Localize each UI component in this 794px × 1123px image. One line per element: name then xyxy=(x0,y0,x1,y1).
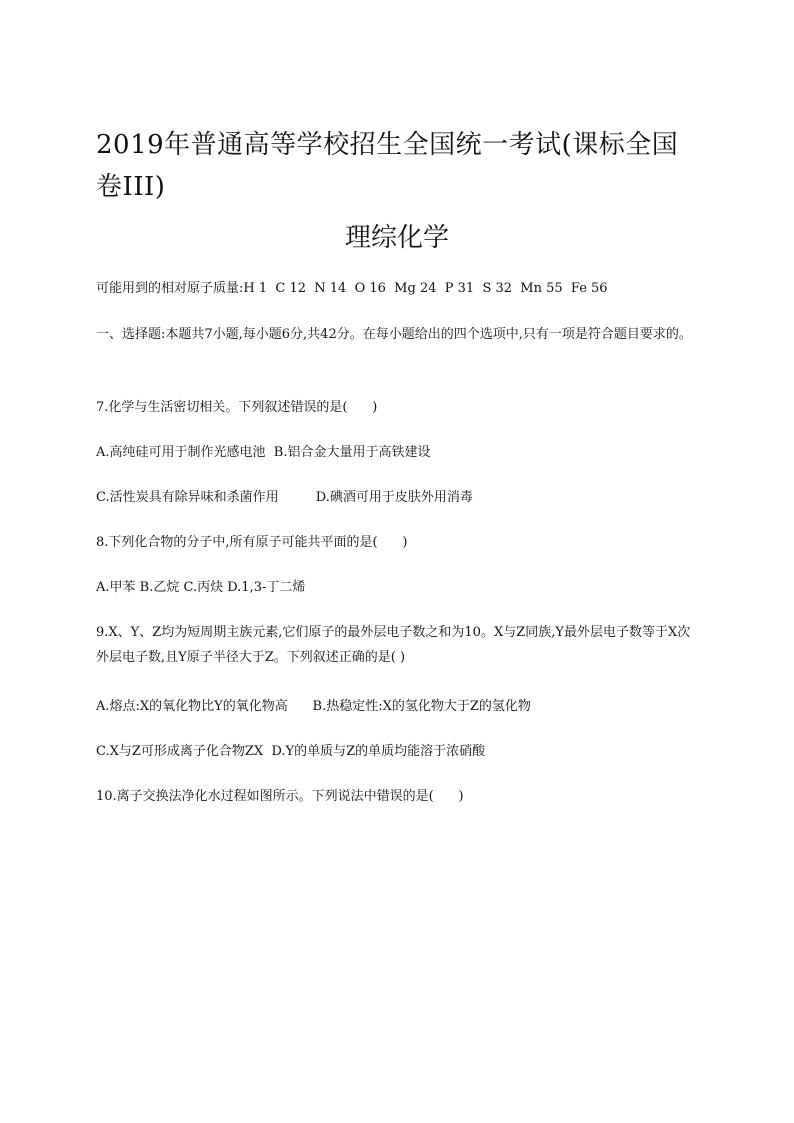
document-title: 2019年普通高等学校招生全国统一考试(课标全国卷III) xyxy=(96,130,679,202)
question-8-options: A.甲苯 B.乙烷 C.丙炔 D.1,3-丁二烯 xyxy=(96,580,306,595)
question-9-options-ab: A.熔点:X的氧化物比Y的氧化物高 B.热稳定性:X的氢化物大于Z的氢化物 xyxy=(96,699,531,714)
question-9-stem: 9.X、Y、Z均为短周期主族元素,它们原子的最外层电子数之和为10。X与Z同族,Y最外层电子数等于X次外层电子数,且Y原子半径大于Z。下列叙述正确的是( ) xyxy=(96,625,691,665)
question-7-stem: 7.化学与生活密切相关。下列叙述错误的是( ) xyxy=(96,400,378,415)
atomic-masses: 可能用到的相对原子质量:H 1 C 12 N 14 O 16 Mg 24 P 31 S 32 Mn 55 Fe 56 xyxy=(96,281,608,296)
question-7-options-ab: A.高纯硅可用于制作光感电池 B.铝合金大量用于高铁建设 xyxy=(96,445,431,460)
question-9-options-cd: C.X与Z可形成离子化合物ZX D.Y的单质与Z的单质均能溶于浓硝酸 xyxy=(96,744,486,759)
section-intro: 一、选择题:本题共7小题,每小题6分,共42分。在每小题给出的四个选项中,只有一项是符合题目要求的。 xyxy=(96,327,692,342)
document-subtitle: 理综化学 xyxy=(344,223,449,253)
question-10-stem: 10.离子交换法净化水过程如图所示。下列说法中错误的是( ) xyxy=(96,789,464,804)
question-7-options-cd: C.活性炭具有除异味和杀菌作用 D.碘酒可用于皮肤外用消毒 xyxy=(96,490,473,505)
question-8-stem: 8.下列化合物的分子中,所有原子可能共平面的是( ) xyxy=(96,535,408,550)
